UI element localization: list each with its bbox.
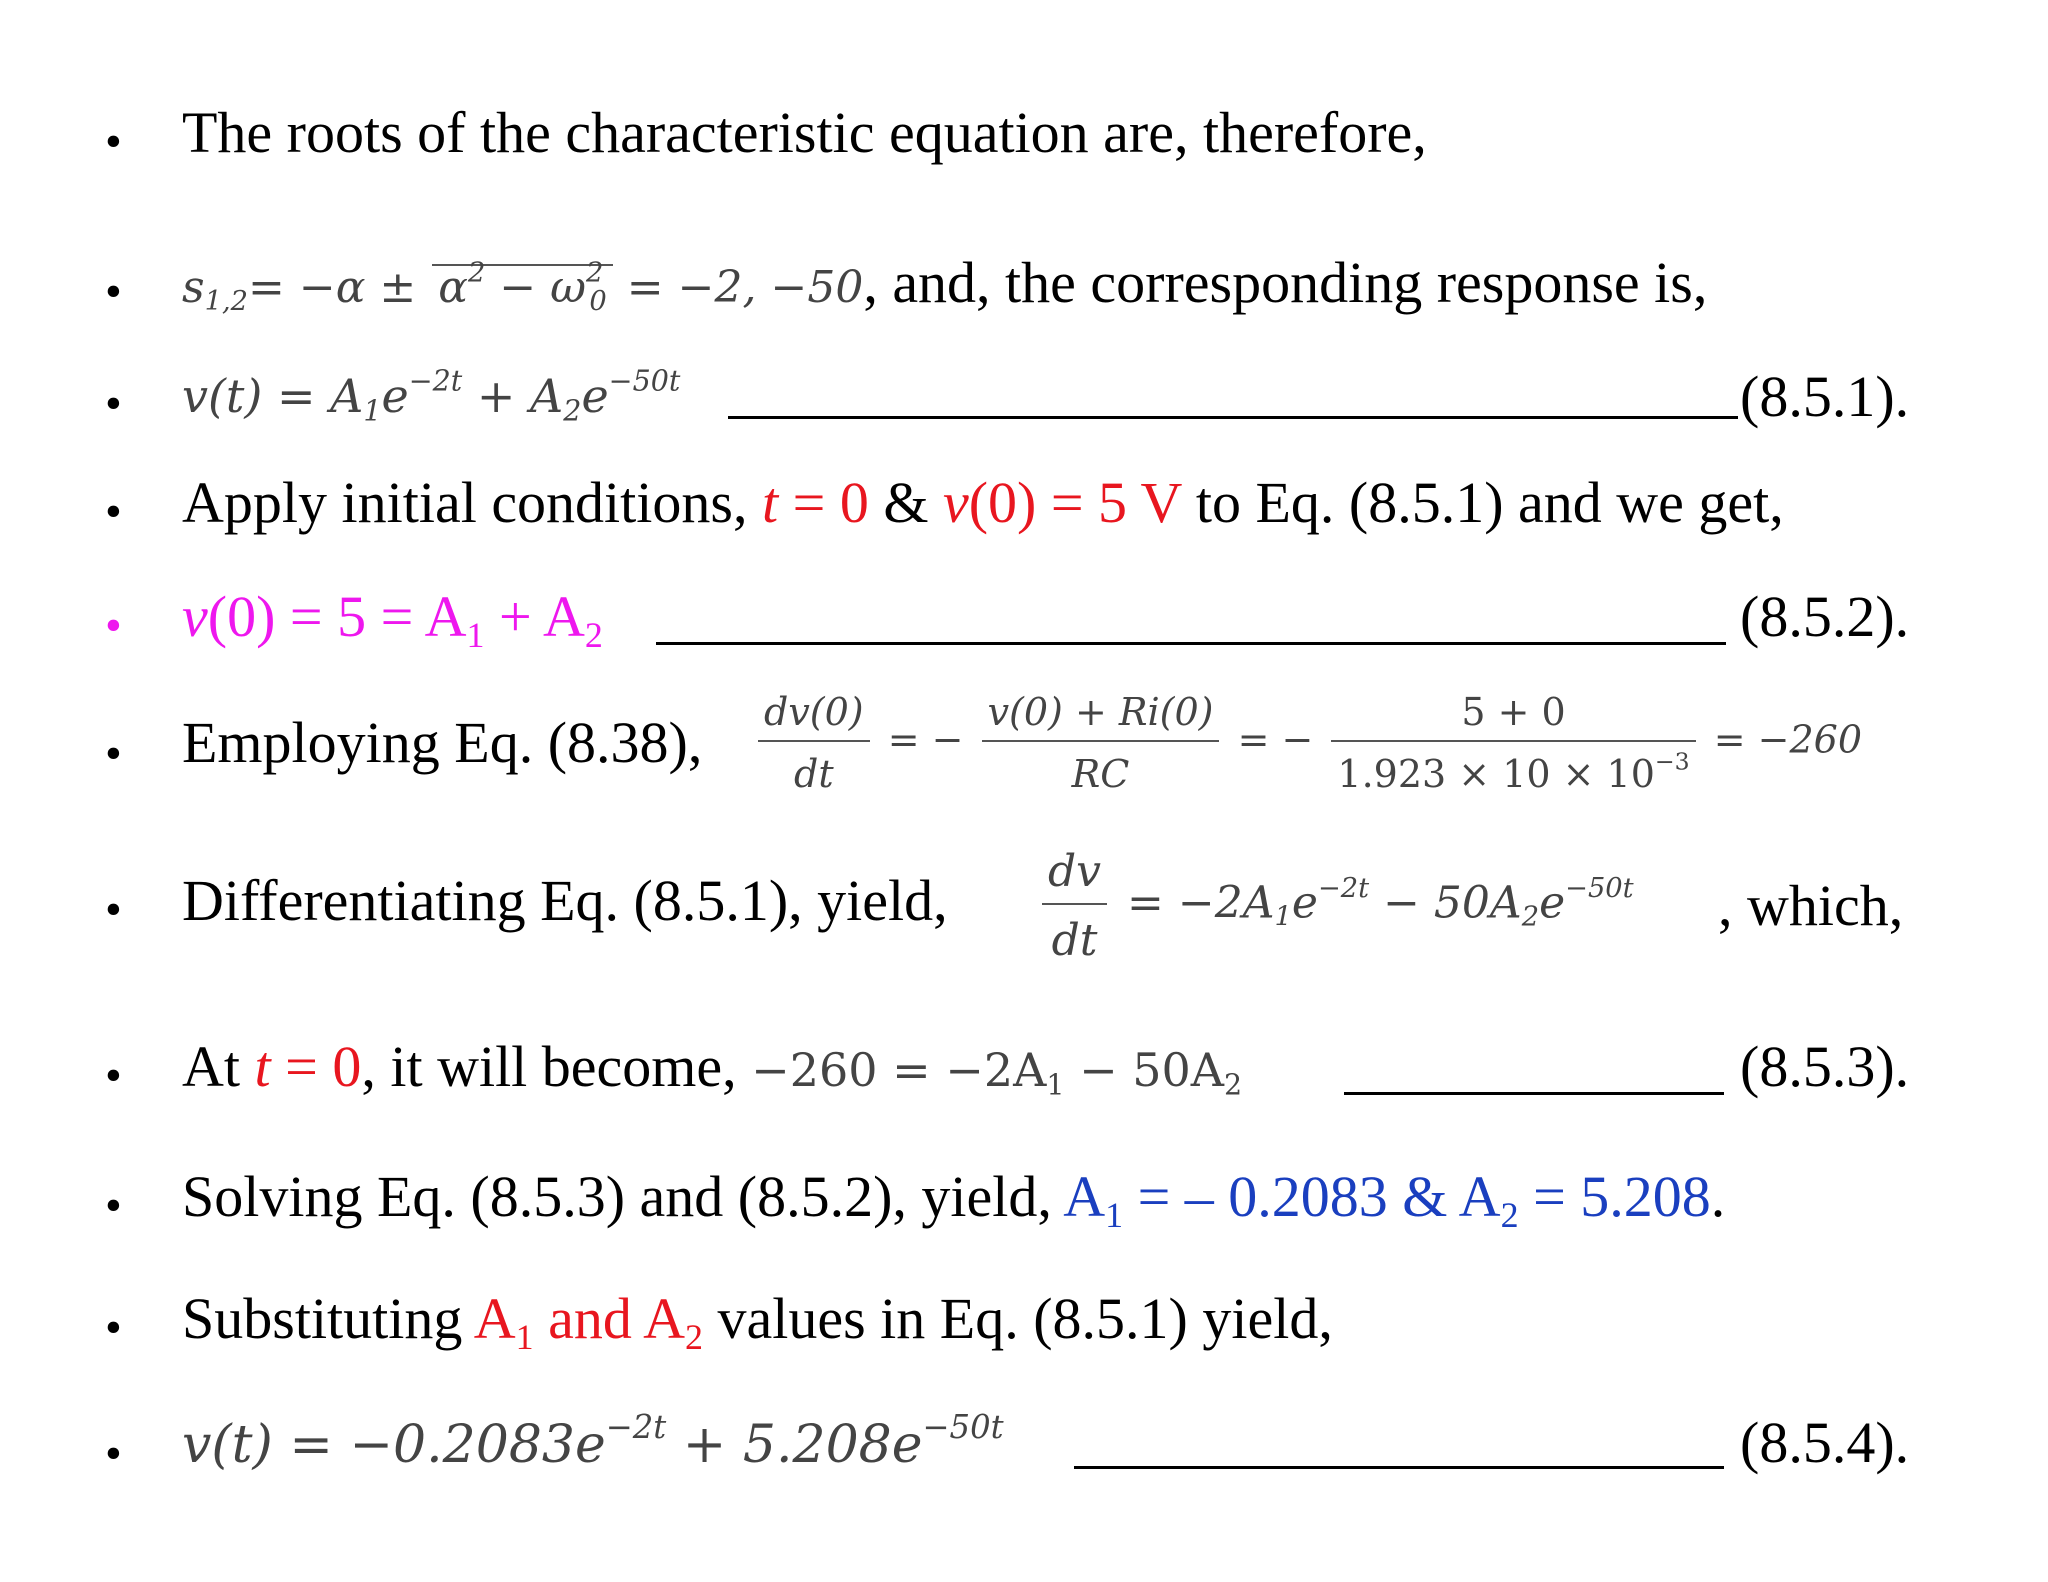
blank-line [1344, 1092, 1724, 1095]
solution-values: $A_1$ = – 0.2083 & $A_2 = 5.208$ [1063, 1164, 1711, 1235]
blank-line [656, 642, 1726, 645]
final-response-equation: $v(t) = -0.2083e^{-2t} + 5.208e^{-50t}$ [182, 1407, 1004, 1475]
bullet-marker: • [105, 1427, 122, 1480]
equation-number: (8.5.2). [1740, 584, 1910, 649]
line-text: Apply initial conditions, t = 0 & v(0) = 5 V to Eq. (8.5.1) and we get, [182, 470, 1784, 535]
bullet-marker: • [105, 1301, 122, 1354]
line-text: Solving Eq. (8.5.3) and (8.5.2), yield, $A_1$ = – 0.2083 & $A_2 = 5.208$. [182, 1164, 1726, 1235]
bullet-marker: • [105, 727, 122, 780]
line-text: Differentiating Eq. (8.5.1), yield, [182, 868, 948, 933]
differentiated-equation: $\frac{dv}{dt}$ = $-2A_1e^{-2t} - 50A_2e^{-50t}$ [1036, 846, 1634, 966]
blank-line [1074, 1466, 1724, 1469]
derivative-equation: $\frac{dv(0)}{dt}$ = − $\frac{v(0) + Ri(0)}{RC}$ = − $\frac{5 + 0}{1.923 \times 10 \times 10^{-3}}$ = −260 [752, 690, 1862, 796]
roots-equation: $s_{1,2}= -\alpha \pm \alpha^2 - \omega^2_0 = -2$, −50 [182, 257, 864, 318]
roots-equation-line: $s_{1,2}= -\alpha \pm \alpha^2 - \omega^2_0 = -2$, −50, and, the corresponding response is, [182, 250, 1708, 318]
bullet-marker: • [105, 1049, 122, 1102]
line-text: Substituting $A_1$ and $A_2$ values in Eq. (8.5.1) yield, [182, 1286, 1333, 1357]
response-equation: $v(t) = A_1e^{-2t} + A_2e^{-50t}$ [182, 364, 681, 428]
line-tail: , which, [1718, 873, 1904, 938]
bullet-marker: • [105, 1179, 122, 1232]
bullet-marker: • [105, 377, 122, 430]
equation-number: (8.5.1). [1740, 364, 1910, 429]
line-text: At t = 0, it will become, $-260 = -2A_1 - 50A_2$ [182, 1034, 1243, 1102]
line-text: Employing Eq. (8.38), [182, 710, 703, 775]
equation-number: (8.5.4). [1740, 1410, 1910, 1475]
bullet-marker: • [105, 265, 122, 318]
bullet-marker: • [105, 485, 122, 538]
blank-line [728, 416, 1738, 419]
bullet-marker: • [105, 883, 122, 936]
initial-value-equation: $v(0) = 5 = A_1 + A_2$ [182, 584, 603, 655]
condition-equation: $-260 = -2A_1 - 50A_2$ [751, 1043, 1243, 1102]
line-text: The roots of the characteristic equation are, therefore, [182, 100, 1427, 165]
equation-number: (8.5.3). [1740, 1034, 1910, 1099]
bullet-marker: • [105, 115, 122, 168]
bullet-marker: • [105, 599, 122, 652]
